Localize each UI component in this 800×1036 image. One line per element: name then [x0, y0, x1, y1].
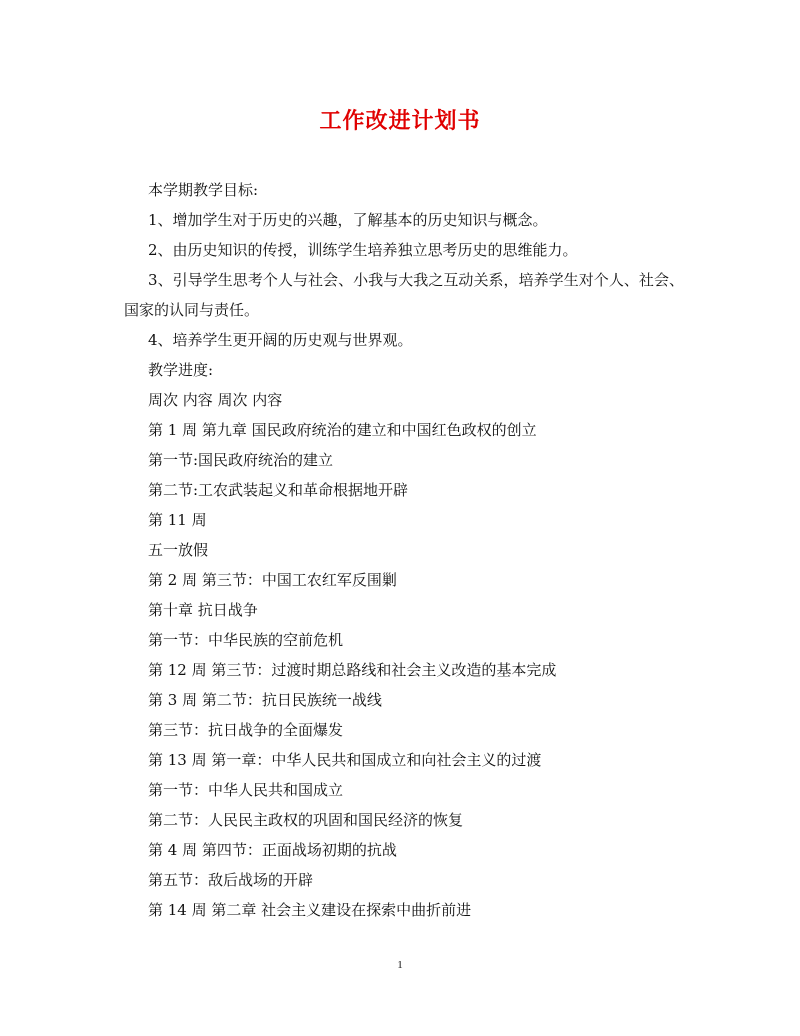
schedule-line: 第 2 周 第三节：中国工农红军反围剿 [148, 571, 397, 589]
paragraph-goal-3: 3、引导学生思考个人与社会、小我与大我之互动关系，培养学生对个人、社会、国家的认同与责任。 [124, 271, 684, 319]
schedule-line: 第一节：中华民族的空前危机 [148, 631, 344, 649]
paragraph-goal-4: 4、培养学生更开阔的历史观与世界观。 [148, 331, 413, 349]
schedule-line: 五一放假 [148, 541, 209, 559]
schedule-line: 第十章 抗日战争 [148, 601, 258, 619]
document-title: 工作改进计划书 [319, 108, 481, 134]
schedule-line: 第一节：中华人民共和国成立 [148, 781, 344, 799]
schedule-line: 第 12 周 第三节：过渡时期总路线和社会主义改造的基本完成 [148, 661, 557, 679]
schedule-line: 第二节:工农武装起义和革命根据地开辟 [148, 481, 409, 499]
paragraph-goals-heading: 本学期教学目标: [148, 181, 259, 199]
schedule-line: 第五节：敌后战场的开辟 [148, 871, 314, 889]
page-number: 1 [397, 959, 403, 971]
schedule-line: 第三节：抗日战争的全面爆发 [148, 721, 344, 739]
schedule-line: 第 4 周 第四节：正面战场初期的抗战 [148, 841, 397, 859]
schedule-line: 第 11 周 [148, 511, 207, 529]
schedule-line: 第一节:国民政府统治的建立 [148, 451, 334, 469]
schedule-line: 第 3 周 第二节：抗日民族统一战线 [148, 691, 382, 709]
document-body [124, 175, 684, 925]
schedule-line: 第 1 周 第九章 国民政府统治的建立和中国红色政权的创立 [148, 421, 537, 439]
schedule-header: 周次 内容 周次 内容 [148, 391, 283, 409]
paragraph-goal-2: 2、由历史知识的传授，训练学生培养独立思考历史的思维能力。 [148, 241, 578, 259]
paragraph-progress-heading: 教学进度: [148, 361, 214, 379]
schedule-line: 第二节：人民民主政权的巩固和国民经济的恢复 [148, 811, 464, 829]
schedule-line: 第 14 周 第二章 社会主义建设在探索中曲折前进 [148, 901, 472, 919]
schedule-line: 第 13 周 第一章：中华人民共和国成立和向社会主义的过渡 [148, 751, 542, 769]
paragraph-goal-1: 1、增加学生对于历史的兴趣，了解基本的历史知识与概念。 [148, 211, 548, 229]
